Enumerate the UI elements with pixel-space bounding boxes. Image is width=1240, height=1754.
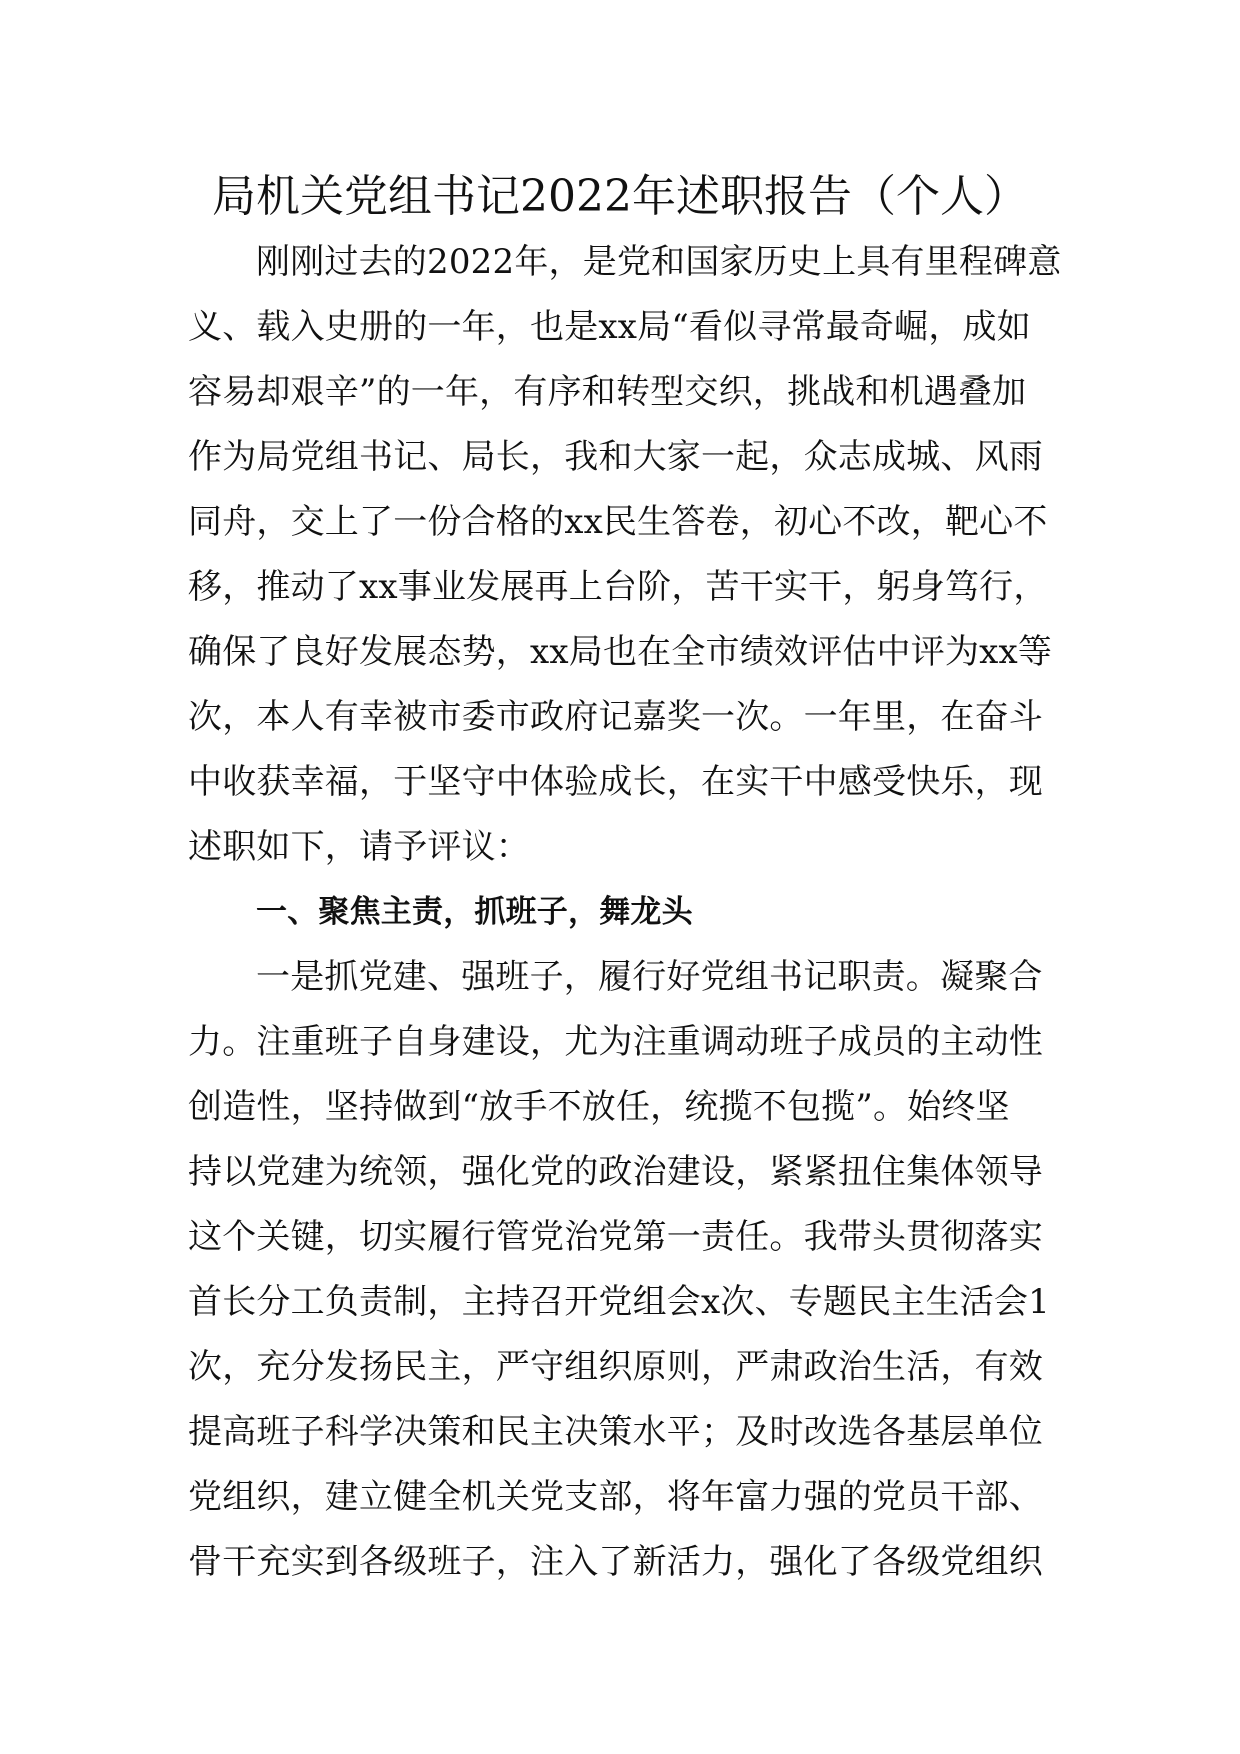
paragraph-line: 骨干充实到各级班子，注入了新活力，强化了各级党组织 <box>188 1542 1043 1582</box>
paragraph-line: 首长分工负责制，主持召开党组会x次、专题民主生活会1 <box>188 1282 1051 1322</box>
paragraph-line: 刚刚过去的2022年，是党和国家历史上具有里程碑意 <box>256 242 1062 282</box>
document-title: 局机关党组书记2022年述职报告（个人） <box>212 171 1028 222</box>
section-heading: 一、聚焦主责，抓班子，舞龙头 <box>256 894 693 930</box>
paragraph-line: 作为局党组书记、局长，我和大家一起，众志成城、风雨 <box>188 437 1043 477</box>
paragraph-line: 持以党建为统领，强化党的政治建设，紧紧扭住集体领导 <box>188 1152 1043 1192</box>
paragraph-line: 移，推动了xx事业发展再上台阶，苦干实干，躬身笃行， <box>188 567 1048 607</box>
paragraph-line: 党组织，建立健全机关党支部，将年富力强的党员干部、 <box>188 1477 1043 1517</box>
paragraph-line: 力。注重班子自身建设，尤为注重调动班子成员的主动性 <box>188 1022 1043 1062</box>
paragraph-line: 创造性，坚持做到“放手不放任，统揽不包揽”。始终坚 <box>188 1087 1010 1127</box>
paragraph-line: 这个关键，切实履行管党治党第一责任。我带头贯彻落实 <box>188 1217 1043 1257</box>
paragraph-line: 述职如下，请予评议： <box>188 827 530 867</box>
paragraph-line: 同舟，交上了一份合格的xx民生答卷，初心不改，靶心不 <box>188 502 1048 542</box>
paragraph-line: 次，充分发扬民主，严守组织原则，严肃政治生活，有效 <box>188 1347 1043 1387</box>
paragraph-line: 提高班子科学决策和民主决策水平；及时改选各基层单位 <box>188 1412 1043 1452</box>
paragraph-line: 义、载入史册的一年，也是xx局“看似寻常最奇崛，成如 <box>188 307 1031 347</box>
paragraph-line: 中收获幸福，于坚守中体验成长，在实干中感受快乐，现 <box>188 762 1043 802</box>
document-body <box>188 230 1062 1595</box>
paragraph-line: 一是抓党建、强班子，履行好党组书记职责。凝聚合 <box>256 957 1043 997</box>
paragraph-line: 次，本人有幸被市委市政府记嘉奖一次。一年里，在奋斗 <box>188 697 1043 737</box>
paragraph-line: 确保了良好发展态势，xx局也在全市绩效评估中评为xx等 <box>188 632 1053 672</box>
paragraph-line: 容易却艰辛”的一年，有序和转型交织，挑战和机遇叠加 <box>188 372 1027 412</box>
